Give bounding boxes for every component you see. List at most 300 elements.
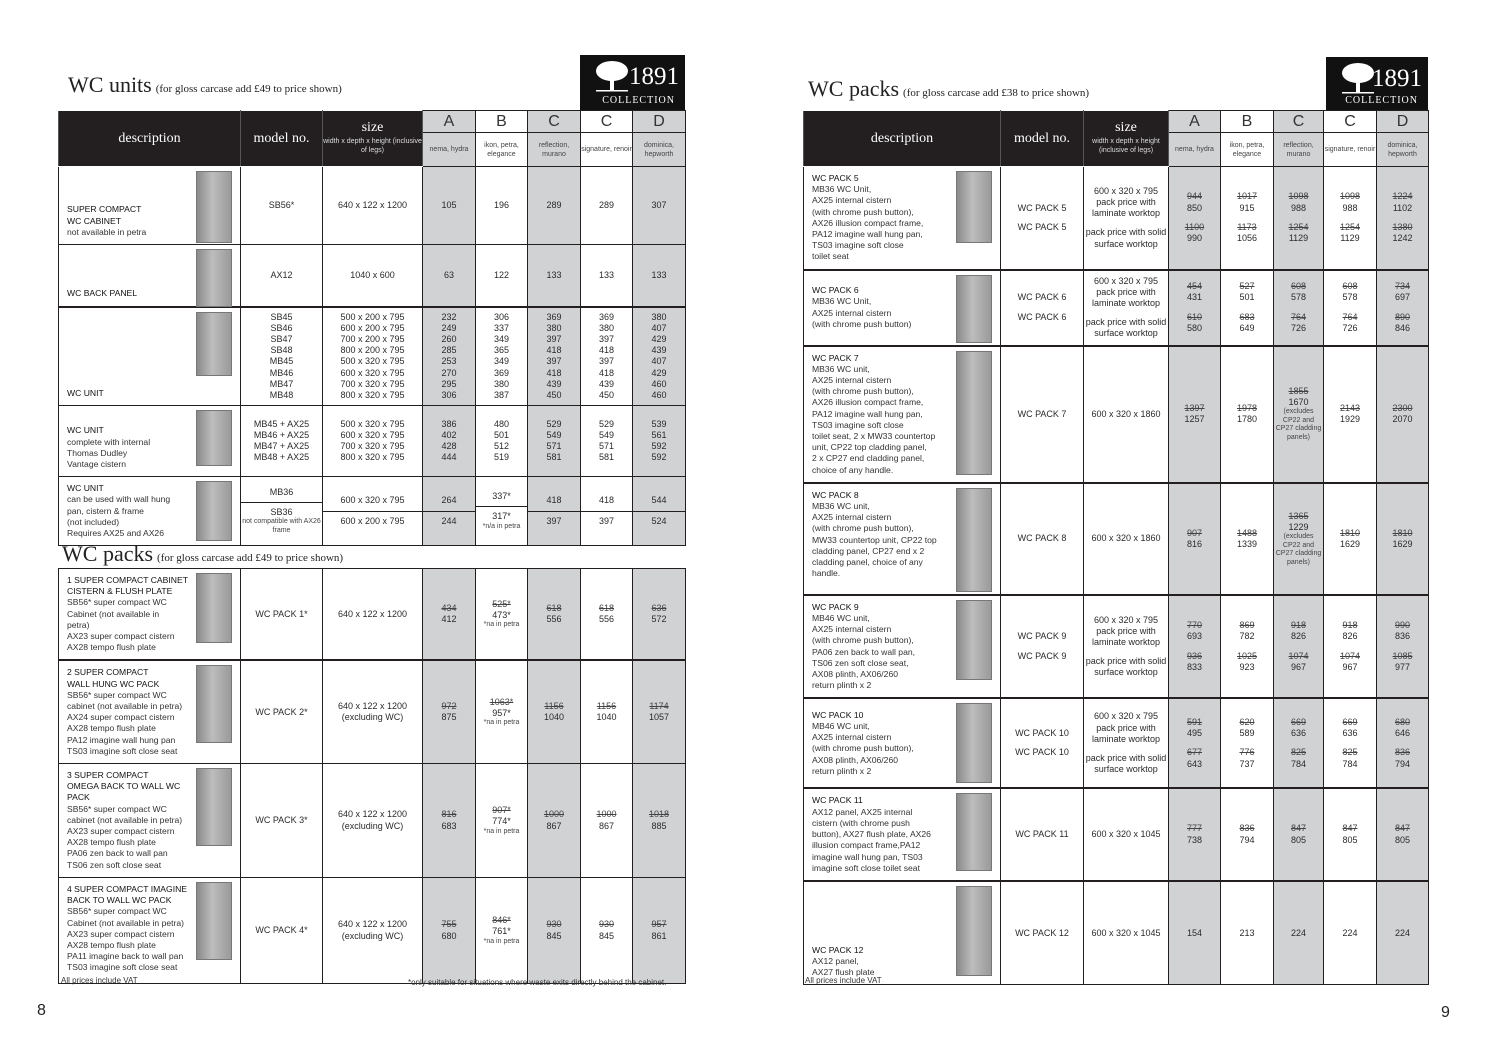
cell-content <box>633 491 685 530</box>
size-text: 600 x 320 x 795 <box>1093 275 1159 286</box>
price-cell <box>633 307 686 406</box>
price-block <box>581 308 632 406</box>
size-text: 640 x 122 x 1200 <box>337 809 408 820</box>
price-value: 636 <box>1290 728 1307 739</box>
price-block <box>1169 308 1220 338</box>
grade-ranges: ikon, petra, elegance <box>476 133 528 167</box>
price-value: 726 <box>1342 322 1358 333</box>
old-price: 1224 <box>1392 191 1413 202</box>
price-value: 460 <box>651 378 667 389</box>
size-text: 700 x 320 x 795 <box>340 441 405 452</box>
description-cell <box>804 167 1001 270</box>
description-title: WC PACK 10 <box>812 709 864 720</box>
description-cell <box>804 881 1001 985</box>
price-block <box>423 196 475 215</box>
description-cell <box>59 406 241 477</box>
price-value: 957* <box>492 707 511 718</box>
price-value: 512 <box>493 441 510 452</box>
size-text: pack price with solid <box>1085 317 1167 328</box>
price-cell <box>1169 595 1221 699</box>
model-block <box>1001 218 1083 237</box>
price-value: 431 <box>1186 292 1203 303</box>
price-value: 867 <box>546 820 562 831</box>
description-body: AX25 internal cistern <box>812 375 892 386</box>
model-text: WC PACK 9 <box>1017 650 1067 661</box>
price-value: 1629 <box>1339 538 1361 549</box>
model-text: SB46 <box>270 322 293 333</box>
description-body: TS06 zen soft close seat <box>67 859 162 870</box>
model-cell <box>241 167 323 245</box>
description-body: SB56* super compact WC <box>67 803 167 814</box>
old-price: 825 <box>1342 747 1358 758</box>
description-body: AX23 super compact cistern <box>67 928 175 939</box>
old-price: 847 <box>1290 823 1307 834</box>
price-value: 1257 <box>1184 414 1205 425</box>
price-cell <box>1221 483 1274 595</box>
price-block <box>1324 819 1376 849</box>
size-block <box>323 805 422 835</box>
price-value: 407 <box>651 322 667 333</box>
description-title: OMEGA BACK TO WALL WC <box>67 781 181 792</box>
price-cell <box>581 569 633 661</box>
size-cell <box>1084 595 1169 699</box>
price-block <box>1377 819 1428 849</box>
cell-content <box>581 805 632 835</box>
model-text: MB36 <box>269 486 294 497</box>
description-body: PA12 imagine wall hung pan, <box>812 229 923 240</box>
price-block <box>1377 524 1428 554</box>
size-text: 600 x 320 x 795 <box>1093 711 1159 722</box>
cell-content <box>323 805 422 835</box>
cell-content <box>528 915 580 945</box>
price-value: 845 <box>598 930 615 941</box>
model-cell <box>241 307 323 406</box>
cell-content <box>1324 399 1376 429</box>
product-image <box>196 249 232 307</box>
price-block <box>1324 924 1376 943</box>
cell-content <box>1084 182 1168 254</box>
price-block <box>1324 743 1376 773</box>
model-text: SB36 <box>270 507 293 518</box>
price-block <box>1377 187 1428 217</box>
description-text <box>67 388 207 399</box>
grade-ranges: dominica, hepworth <box>633 133 686 167</box>
price-block <box>528 511 580 531</box>
model-block <box>241 502 322 539</box>
old-price: 2143 <box>1339 403 1361 414</box>
cell-content <box>1377 277 1428 338</box>
price-cell <box>1274 270 1324 346</box>
cell-content <box>633 266 685 285</box>
cell-content <box>476 487 527 535</box>
description-text <box>67 288 207 299</box>
description-cell <box>59 878 241 984</box>
header-description: description <box>804 111 1001 167</box>
table-row <box>59 660 686 763</box>
product-image <box>196 573 232 643</box>
old-price: 669 <box>1290 717 1307 728</box>
price-value: 737 <box>1239 758 1255 769</box>
cell-content <box>476 196 527 215</box>
size-text: laminate worktop <box>1091 208 1161 219</box>
description-body: pan, cistern & frame <box>67 505 144 516</box>
description-text <box>67 884 207 974</box>
price-cell <box>423 406 476 477</box>
product-image <box>196 665 232 743</box>
size-text: 640 x 122 x 1200 <box>337 919 408 930</box>
description-body: cabinet (not available in petra) <box>67 701 183 712</box>
price-value: 592 <box>651 441 667 452</box>
description-body: TS03 imagine soft close <box>812 419 904 430</box>
description-cell <box>59 660 241 763</box>
old-price: 847 <box>1394 823 1411 834</box>
price-block <box>476 266 527 285</box>
model-text: MB45 + AX25 <box>253 418 310 429</box>
old-price: 1018 <box>648 809 670 820</box>
description-body: (not included) <box>67 516 120 527</box>
model-text: MB47 <box>269 378 294 389</box>
size-cell <box>1084 483 1169 595</box>
old-price: 1397 <box>1184 403 1205 414</box>
price-block <box>1169 277 1220 307</box>
size-text: pack price with <box>1096 197 1156 207</box>
price-value: 369 <box>598 311 615 322</box>
header-size <box>323 111 423 167</box>
price-block <box>528 491 580 510</box>
price-cell <box>1169 346 1221 483</box>
old-price: 930 <box>598 919 615 930</box>
cell-content <box>323 196 422 215</box>
page-number-left: 8 <box>37 1002 46 1019</box>
size-text: 600 x 320 x 1045 <box>1091 829 1161 840</box>
price-cell <box>1274 483 1324 595</box>
price-block <box>1377 616 1428 646</box>
description-body: PA06 zen back to wall pan <box>67 848 168 859</box>
logo-word: COLLECTION <box>602 95 675 106</box>
price-cell <box>1324 698 1377 788</box>
cell-content <box>528 196 580 215</box>
price-block <box>1221 647 1273 677</box>
old-price: 608 <box>1290 281 1307 292</box>
price-cell <box>1324 346 1377 483</box>
description-text <box>812 602 952 692</box>
old-price: 944 <box>1186 191 1203 202</box>
price-block <box>1169 616 1220 646</box>
brand-logo <box>580 55 685 110</box>
price-value: 154 <box>1186 927 1203 938</box>
model-block <box>241 483 322 502</box>
price-block <box>1324 616 1376 646</box>
price-value: 260 <box>441 333 457 344</box>
old-price: 907 <box>1186 527 1203 538</box>
description-body: AX25 internal cistern <box>812 307 892 318</box>
model-text: WC PACK 9 <box>1017 631 1067 642</box>
price-block <box>528 915 580 945</box>
description-body: AX25 internal cistern <box>812 195 892 206</box>
description-cell <box>804 483 1001 595</box>
price-block <box>581 266 632 285</box>
price-value: 826 <box>1290 631 1307 642</box>
price-value: 349 <box>493 356 510 367</box>
price-value: 967 <box>1342 661 1358 672</box>
description-cell <box>59 307 241 406</box>
grade-letter: D <box>633 111 686 133</box>
old-price: 836 <box>1239 823 1255 834</box>
price-value: 439 <box>546 378 562 389</box>
model-text: WC PACK 10 <box>1015 747 1069 758</box>
description-body: can be used with wall hung <box>67 494 171 505</box>
model-text: AX12 <box>270 269 293 280</box>
grade-ranges: ikon, petra, elegance <box>1221 133 1274 167</box>
price-value: 967 <box>1290 661 1307 672</box>
cell-content <box>423 697 475 727</box>
table-row <box>804 167 1429 270</box>
price-block <box>1324 187 1376 217</box>
price-block <box>1169 399 1220 429</box>
product-image <box>956 488 992 592</box>
price-cell <box>581 406 633 477</box>
price-value: 349 <box>493 333 510 344</box>
description-body: TS06 zen soft close seat, <box>812 657 909 668</box>
cell-content <box>1001 627 1083 665</box>
table-row <box>804 483 1429 595</box>
description-body: MB46 WC unit, <box>812 721 870 732</box>
old-price: 755 <box>441 919 457 930</box>
price-value: 418 <box>598 367 615 378</box>
price-cell <box>1377 483 1429 595</box>
model-block <box>241 196 322 215</box>
price-block <box>476 693 527 732</box>
model-block <box>1001 405 1083 424</box>
grade-letter: B <box>1221 111 1274 133</box>
old-price: 776 <box>1239 747 1255 758</box>
price-block <box>1324 524 1376 554</box>
cell-content <box>241 605 322 624</box>
description-title: WC PACK 11 <box>812 795 863 806</box>
description-body: PA12 imagine wall hung pan <box>67 734 176 745</box>
price-block <box>423 805 475 835</box>
size-block <box>323 196 422 215</box>
product-image <box>956 171 992 243</box>
cell-content <box>1084 272 1168 344</box>
price-value: 397 <box>598 356 615 367</box>
table-row <box>804 346 1429 483</box>
price-cell <box>1169 270 1221 346</box>
price-cell <box>633 406 686 477</box>
old-price: 610 <box>1186 311 1203 322</box>
footnote: (excludes CP22 and CP27 cladding panels) <box>1275 533 1322 566</box>
waste-footnote: *only suitable for situations where waste exits directly behind the cabinet. <box>408 978 667 987</box>
cell-content <box>528 415 580 468</box>
price-value: 805 <box>1342 834 1358 845</box>
price-value: 738 <box>1186 834 1203 845</box>
table-row <box>804 270 1429 346</box>
price-block <box>1221 399 1273 429</box>
description-body: AX27 flush plate <box>812 967 875 978</box>
cell-content <box>633 805 685 835</box>
cell-content <box>241 196 322 215</box>
size-text: 640 x 122 x 1200 <box>337 608 408 619</box>
price-value: 885 <box>651 820 667 831</box>
description-body: MB36 WC unit, <box>812 501 870 512</box>
price-block <box>1169 743 1220 773</box>
price-cell <box>633 878 686 984</box>
price-cell <box>528 569 581 661</box>
price-cell <box>1377 167 1429 270</box>
description-body: toilet seat, 2 x MW33 countertop <box>812 431 936 442</box>
product-image <box>196 312 232 376</box>
cell-content <box>633 599 685 629</box>
old-price: 1488 <box>1236 527 1258 538</box>
size-block <box>323 415 422 468</box>
packs-subtitle: (for gloss carcase add £49 to price shown) <box>157 552 344 564</box>
size-text: pack price with <box>1096 625 1156 636</box>
price-block <box>1221 819 1273 849</box>
cell-content <box>1169 819 1220 849</box>
price-block <box>633 805 685 835</box>
vat-note: All prices include VAT <box>805 976 882 985</box>
old-price: 434 <box>441 603 457 613</box>
cell-content <box>1324 277 1376 338</box>
model-block <box>241 811 322 830</box>
cell-content <box>241 483 322 539</box>
price-block <box>476 801 527 840</box>
description-body: (with chrome push button), <box>812 743 914 754</box>
grade-letter: C <box>528 111 581 133</box>
size-block <box>323 915 422 945</box>
price-value: 556 <box>598 614 615 625</box>
price-value: 977 <box>1394 661 1411 672</box>
price-value: 833 <box>1186 661 1203 672</box>
cell-content <box>528 697 580 727</box>
description-body: cistern (with chrome push <box>812 817 910 828</box>
price-value: 450 <box>546 389 562 400</box>
model-cell <box>1001 788 1084 880</box>
description-title: WALL HUNG WC PACK <box>67 678 160 689</box>
size-text: 640 x 122 x 1200 <box>337 701 408 712</box>
price-value: 369 <box>493 367 510 378</box>
description-body: button), AX27 flush plate, AX26 <box>812 829 931 840</box>
grade-ranges: signature, renoir <box>581 133 633 167</box>
cell-content <box>1084 611 1168 683</box>
old-price: 1810 <box>1392 527 1413 538</box>
price-cell <box>1274 167 1324 270</box>
description-text <box>812 285 952 330</box>
price-value: 224 <box>1342 927 1358 938</box>
product-image <box>956 703 992 783</box>
price-block <box>1221 743 1273 773</box>
size-block <box>1084 825 1168 844</box>
size-block <box>323 511 422 531</box>
grade-ranges: reflection, murano <box>1274 133 1324 167</box>
price-value: 544 <box>651 495 667 506</box>
old-price: 591 <box>1186 717 1203 728</box>
price-value: 774* <box>492 816 511 827</box>
size-block <box>1084 749 1168 779</box>
product-image <box>196 481 232 541</box>
price-block <box>1377 924 1428 943</box>
header-size-sub: width x depth x height (inclusive of legs) <box>323 138 422 155</box>
header-size-label: size <box>1115 119 1137 135</box>
size-block <box>1084 182 1168 224</box>
description-text <box>67 425 207 470</box>
price-block <box>1324 399 1376 429</box>
description-text <box>67 575 207 653</box>
cell-content <box>423 599 475 629</box>
price-block <box>581 697 632 727</box>
footnote: (excludes CP22 and CP27 cladding panels) <box>1275 408 1322 441</box>
description-body: Cabinet (not available in <box>67 608 160 619</box>
model-block <box>241 703 322 722</box>
description-body: SB56* super compact WC <box>67 689 167 700</box>
price-value: 418 <box>546 495 562 506</box>
packs-title-text: WC packs <box>62 541 154 566</box>
size-text: laminate worktop <box>1091 733 1161 744</box>
description-title: WC UNIT <box>67 387 104 398</box>
cell-content <box>241 703 322 722</box>
price-block <box>423 599 475 629</box>
price-block <box>1324 218 1376 248</box>
size-cell <box>323 569 423 661</box>
price-value: 495 <box>1186 728 1203 739</box>
description-cell <box>59 569 241 661</box>
price-value: 680 <box>441 930 457 941</box>
cell-content <box>1221 187 1273 248</box>
price-block <box>423 415 475 468</box>
packs-title-right <box>808 76 1089 102</box>
page-number-right: 9 <box>1441 1004 1450 1021</box>
cell-content <box>1274 382 1323 446</box>
old-price: 764 <box>1342 311 1358 322</box>
price-value: 988 <box>1342 202 1358 213</box>
price-value: 337 <box>493 322 510 333</box>
price-value: 782 <box>1239 631 1255 642</box>
price-value: 1040 <box>543 712 565 723</box>
size-block <box>1084 313 1168 343</box>
packs-title-text: WC packs <box>808 76 900 101</box>
grade-ranges: nema, hydra <box>1169 133 1221 167</box>
cell-content <box>528 308 580 406</box>
cell-content <box>476 693 527 732</box>
price-block <box>1274 924 1323 943</box>
price-block <box>528 697 580 727</box>
cell-content <box>1324 187 1376 248</box>
price-value: 519 <box>493 452 510 463</box>
model-block <box>241 266 322 285</box>
old-price: 1855 <box>1288 386 1309 397</box>
old-price: 907* <box>492 805 511 816</box>
price-cell <box>633 477 686 546</box>
size-text: 500 x 320 x 795 <box>340 356 405 367</box>
price-value: 861 <box>651 930 667 941</box>
old-price: 1978 <box>1236 403 1258 414</box>
price-cell <box>423 167 476 245</box>
cell-content <box>1221 399 1273 429</box>
tree-icon <box>594 59 630 93</box>
price-block <box>1221 924 1273 943</box>
description-body: choice of any handle. <box>812 464 894 475</box>
cell-content <box>633 915 685 945</box>
model-text: SB56* <box>268 199 295 210</box>
price-value: 524 <box>651 515 667 526</box>
price-value: 549 <box>546 429 562 440</box>
description-body: not available in petra <box>67 226 147 237</box>
size-cell <box>1084 881 1169 985</box>
price-cell <box>476 245 528 307</box>
size-block <box>1084 707 1168 749</box>
price-cell <box>476 660 528 763</box>
price-value: 726 <box>1290 322 1307 333</box>
